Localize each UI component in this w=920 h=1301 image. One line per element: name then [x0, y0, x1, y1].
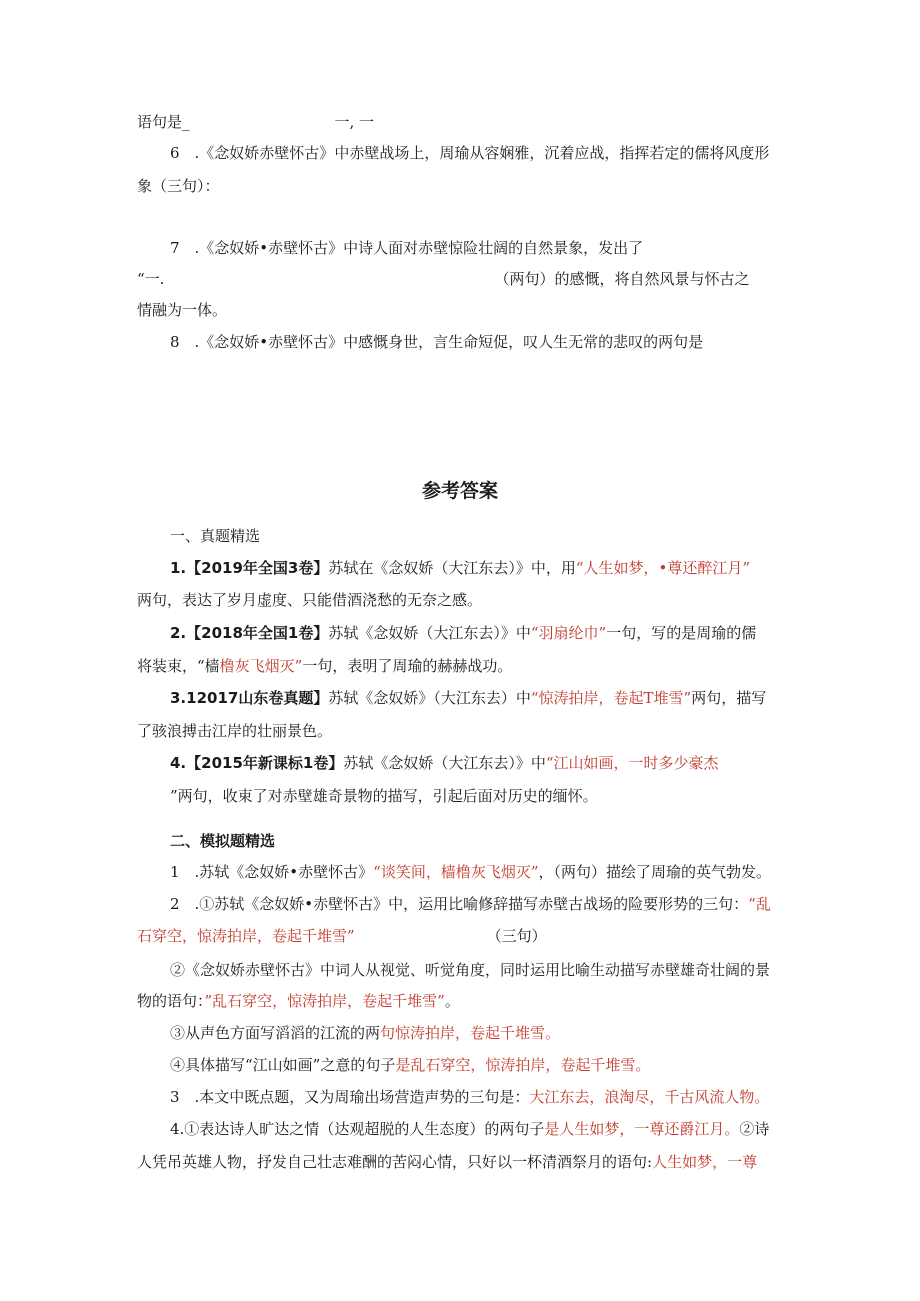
answer-text: 苏轼《念奴娇（大江东去）》中: [328, 624, 531, 642]
answer-text: 4.①表达诗人旷达之情（达观超脱的人生态度）的两句子: [170, 1120, 545, 1138]
q8-line-1: 8 .《念奴娇•赤壁怀古》中感慨身世，言生命短促，叹人生无常的悲叹的两句是: [170, 333, 704, 351]
section-heading-2: 二、模拟题精选: [170, 832, 276, 850]
answer-highlight: “羽扇纶巾”: [530, 624, 607, 642]
answer-2-line-2: [137, 656, 512, 676]
answer-source: 【2018年全国1卷】: [186, 624, 329, 642]
answer-number: 4.: [170, 754, 187, 772]
q5-tail-text-2: 一, 一: [334, 113, 375, 131]
answer-source: 【2015年新课标1卷】: [186, 754, 344, 772]
answer-number: 1.: [170, 559, 187, 577]
answer-text: 一句，表明了周瑜的赫赫战功。: [302, 657, 513, 675]
answer-highlight: 石穿空，惊涛拍岸，卷起千堆雪”: [137, 927, 355, 945]
answer-highlight: “乱: [748, 895, 771, 913]
answer-highlight: “谈笑间，樯橹灰飞烟灭”: [373, 863, 539, 881]
answer-3-line-2: 了骇浪搏击江岸的壮丽景色。: [137, 722, 333, 740]
answer-highlight: “惊涛拍岸，卷起T堆雪”: [530, 689, 692, 707]
answer-highlight: 是人生如梦，一尊还爵江月。: [544, 1120, 740, 1138]
answer-highlight: “江山如画，一时多少豪杰: [545, 754, 719, 772]
mock-1-line-1: [170, 862, 771, 882]
answer-text: 一句，写的是周瑜的儒: [606, 624, 757, 642]
answer-text: （三句）: [486, 927, 547, 945]
answer-highlight: 是乱石穿空，惊涛拍岸，卷起千堆雪。: [395, 1056, 651, 1074]
answer-highlight: “人生如梦，•尊还醉江月”: [575, 559, 751, 577]
mock-2d-line: [170, 1055, 650, 1075]
answer-source: 【2019年全国3卷】: [186, 559, 329, 577]
answer-text: 1 .苏轼《念奴娇•赤壁怀古》: [170, 863, 374, 881]
q7-quote-open: “一.: [137, 270, 165, 288]
answer-4-line-2: ”两句，收束了对赤壁雄奇景物的描写，引起后面对历史的缅怀。: [170, 787, 598, 805]
answer-highlight: ”乱石穿空，惊涛拍岸，卷起千堆雪”: [204, 992, 445, 1010]
answer-text: 物的语句：: [137, 992, 205, 1010]
answer-text: ③从声色方面写滔滔的江流的两: [170, 1024, 381, 1042]
answer-source: 3.12017山东卷真题】: [170, 689, 329, 707]
answers-title: 参考答案: [421, 480, 498, 502]
answer-text: ，（两句）描绘了周瑜的英气勃发。: [538, 863, 772, 881]
answer-1-line-1: [170, 558, 750, 578]
q6-line-1: 6 .《念奴娇赤壁怀古》中赤壁战场上，周瑜从容娴雅，沉着应战，指挥若定的儒将风度形: [170, 144, 770, 162]
answer-text: ②诗: [739, 1120, 770, 1138]
q7-line-3: 情融为一体。: [137, 301, 228, 319]
answer-text: 苏轼《念奴娇》（大江东去）中: [328, 689, 531, 707]
answer-text: 。: [444, 992, 460, 1010]
mock-2-line-1: [170, 894, 771, 914]
answer-text: 2 .①苏轼《念奴娇•赤壁怀古》中，运用比喻修辞描写赤壁古战场的险要形势的三句：: [170, 895, 749, 913]
answer-text: 两句，描写: [691, 689, 767, 707]
answer-text: 将装束，“樯: [137, 657, 220, 675]
mock-4-line-2: [137, 1152, 757, 1172]
answer-text: 苏轼《念奴娇（大江东去）》中: [343, 754, 546, 772]
answer-highlight: 橹灰飞烟灭”: [219, 657, 303, 675]
mock-2c-line: [170, 1023, 560, 1043]
answer-text: 3 .本文中既点题，又为周瑜出场营造声势的三句是：: [170, 1088, 530, 1106]
answer-3-line-1: [170, 688, 766, 708]
mock-2b-line-2: [137, 991, 460, 1011]
answer-text: ④具体描写“江山如画”之意的句子: [170, 1056, 396, 1074]
mock-4-line-1: [170, 1119, 769, 1139]
section-heading-1: 一、真题精选: [170, 527, 261, 545]
answer-highlight: 人生如梦，一尊: [652, 1153, 758, 1171]
answer-text: 人凭吊英雄人物，抒发自己壮志难酬的苦闷心情，只好以一杯清酒祭月的语句:: [137, 1153, 653, 1171]
q7-line-2: [137, 269, 749, 289]
mock-2b-line-1: ②《念奴娇赤壁怀古》中词人从视觉、听觉角度，同时运用比喻生动描写赤壁雄奇壮阔的景: [170, 961, 771, 979]
q7-line-1: 7 .《念奴娇•赤壁怀古》中诗人面对赤壁惊险壮阔的自然景象，发出了: [170, 239, 644, 257]
q6-line-2: 象（三句）：: [137, 177, 220, 195]
answer-text: 苏轼在《念奴娇（大江东去）》中，用: [328, 559, 576, 577]
answer-number: 2.: [170, 624, 187, 642]
answer-4-line-1: [170, 753, 719, 773]
q5-tail-text: 语句是_: [137, 113, 190, 131]
mock-2-line-2: [137, 926, 547, 946]
answer-highlight: 大江东去，浪淘尽，千古风流人物。: [529, 1088, 770, 1106]
answer-1-line-2: 两句，表达了岁月虚度、只能借酒浇愁的无奈之感。: [137, 591, 483, 609]
q7-text: （两句）的感慨，将自然风景与怀古之: [494, 270, 750, 288]
answer-2-line-1: [170, 623, 756, 643]
q5-tail-line: [137, 112, 374, 132]
mock-3-line: [170, 1087, 769, 1107]
answer-highlight: 句惊涛拍岸，卷起千堆雪。: [380, 1024, 561, 1042]
